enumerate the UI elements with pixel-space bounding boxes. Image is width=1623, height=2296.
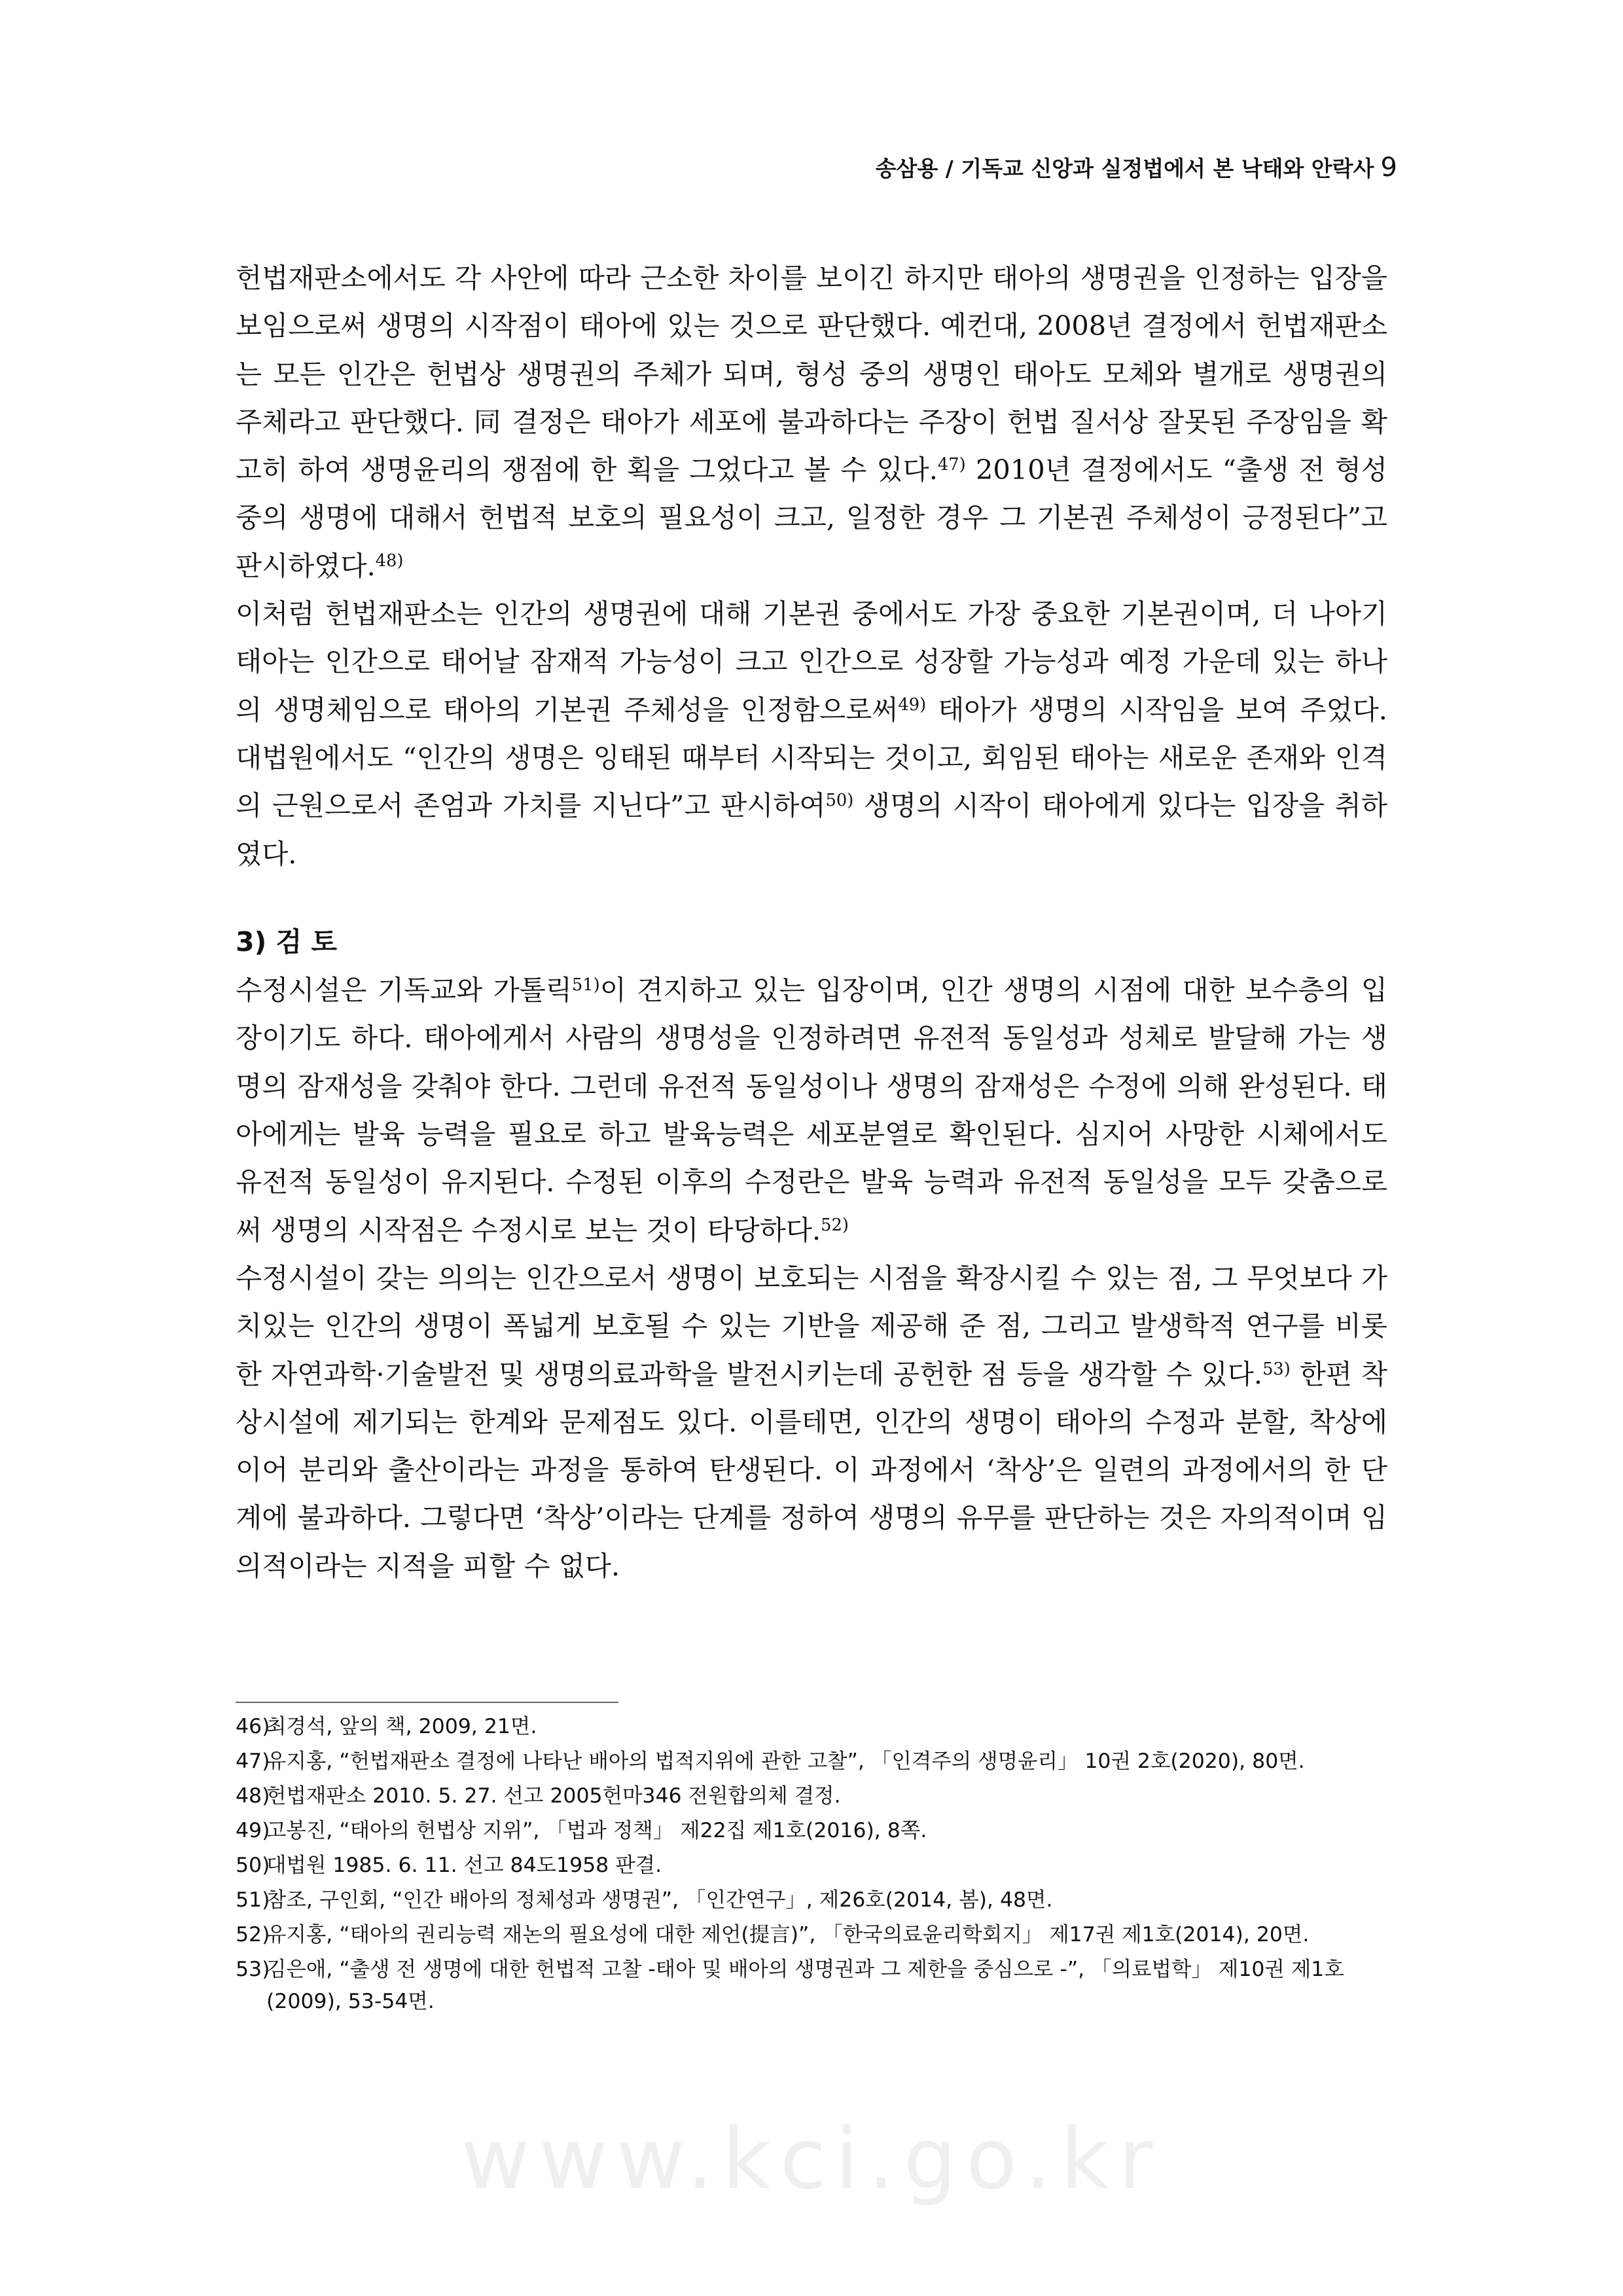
footnote-number: 49) xyxy=(236,1819,270,1842)
paragraph-text: 한편 착상시설에 제기되는 한계와 문제점도 있다. 이를테면, 인간의 생명이 태아의 수정과 분할, 착상에 이어 분리와 출산이라는 과정을 통하여 탄생된다. 이 과정에서 ‘착상’은 일련의 과정에서의 한 단계에 불과하다. 그렇다면 ‘착상’이라는 단계를 정하여 생명의 유무를 판단하는 것은 자의적이며 임의적이라는 지적을 피할 수 없다. xyxy=(236,1357,1388,1582)
footnote-48 xyxy=(236,1780,1387,1812)
body-text xyxy=(236,254,1387,1590)
paragraph-text: 생명의 시작이 태아에게 있다는 입장을 취하였다. xyxy=(236,789,1387,870)
footnote-49 xyxy=(236,1815,1387,1847)
paragraph-text: 2010년 결정에서도 “출생 전 형성 중의 생명에 대해서 헌법적 보호의 필요성이 크고, 일정한 경우 그 기본권 주체성이 긍정된다”고 판시하였다. xyxy=(236,454,1387,582)
footnote-text: 참조, 구인회, “인간 배아의 정체성과 생명권”, 「인간연구」, 제26호(2014, 봄), 48면. xyxy=(266,1888,1053,1912)
footnote-number: 53) xyxy=(236,1958,270,1981)
footnote-50 xyxy=(236,1850,1387,1882)
footnote-number: 50) xyxy=(236,1854,270,1877)
running-title: 송삼용 / 기독교 신앙과 실정법에서 본 낙태와 안락사 xyxy=(875,156,1374,181)
paragraph-text: 수정시설이 갖는 의의는 인간으로서 생명이 보호되는 시점을 확장시킬 수 있는 점, 그 무엇보다 가치있는 인간의 생명이 폭넓게 보호될 수 있는 기반을 제공해 준 점, 그리고 발생학적 연구를 비롯한 자연과학·기술발전 및 생명의료과학을 발전시키는데 공헌한 점 등을 생각할 수 있다. xyxy=(236,1261,1387,1390)
footnote-number: 51) xyxy=(236,1888,270,1912)
footnote-number: 52) xyxy=(236,1923,270,1946)
footnote-text: 김은애, “출생 전 생명에 대한 헌법적 고찰 -태아 및 배아의 생명권과 그 제한을 중심으로 -”, 「의료법학」 제10권 제1호(2009), 53-54면. xyxy=(266,1958,1344,2013)
footnote-number: 48) xyxy=(236,1784,270,1808)
paragraph-3 xyxy=(236,966,1387,1254)
footnote-text: 유지홍, “헌법재판소 결정에 나타난 배아의 법적지위에 관한 고찰”, 「인격주의 생명윤리」 10권 2호(2020), 80면. xyxy=(266,1749,1305,1773)
footnote-text: 최경석, 앞의 책, 2009, 21면. xyxy=(266,1715,537,1738)
footnote-text: 헌법재판소 2010. 5. 27. 선고 2005헌마346 전원합의체 결정. xyxy=(266,1784,841,1808)
paragraph-text: 태아가 생명의 시작임을 보여 주었다. 대법원에서도 “인간의 생명은 잉태된 때부터 시작되는 것이고, 회임된 태아는 새로운 존재와 인격의 근원으로서 존엄과 가치를 지닌다”고 판시하여 xyxy=(236,693,1387,822)
footnote-46 xyxy=(236,1711,1387,1743)
footnote-ref-50: 50) xyxy=(825,791,854,811)
paragraph-text: 수정시설은 기독교와 가톨릭 xyxy=(236,974,572,1007)
footnote-ref-53: 53) xyxy=(1262,1359,1291,1379)
footnote-52 xyxy=(236,1919,1387,1951)
footnote-text: 유지홍, “태아의 권리능력 재논의 필요성에 대한 제언(提言)”, 「한국의료윤리학회지」 제17권 제1호(2014), 20면. xyxy=(266,1923,1310,1946)
footnote-ref-51: 51) xyxy=(571,975,600,996)
page-number: 9 xyxy=(1380,152,1397,183)
footnote-number: 47) xyxy=(236,1749,270,1773)
paragraph-2 xyxy=(236,590,1387,878)
footnote-text: 대법원 1985. 6. 11. 선고 84도1958 판결. xyxy=(266,1854,662,1877)
footnote-ref-52: 52) xyxy=(821,1215,849,1235)
watermark: www.kci.go.kr xyxy=(461,2111,1162,2208)
footnote-ref-48: 48) xyxy=(375,550,404,571)
footnote-ref-49: 49) xyxy=(898,694,927,715)
section-heading: 3) 검 토 xyxy=(236,925,338,958)
paragraph-1 xyxy=(236,254,1387,590)
footnote-53 xyxy=(236,1954,1387,2018)
paragraph-text: 이 견지하고 있는 입장이며, 인간 생명의 시점에 대한 보수층의 입장이기도 하다. 태아에게서 사람의 생명성을 인정하려면 유전적 동일성과 성체로 발달해 가는 생명의 잠재성을 갖춰야 한다. 그런데 유전적 동일성이나 생명의 잠재성은 수정에 의해 완성된다. 태아에게는 발육 능력을 필요로 하고 발육능력은 세포분열로 확인된다. 심지어 사망한 시체에서도 유전적 동일성이 유지된다. 수정된 이후의 수정란은 발육 능력과 유전적 동일성을 모두 갖춤으로써 생명의 시작점은 수정시로 보는 것이 타당하다. xyxy=(236,974,1388,1246)
running-header xyxy=(876,152,1397,183)
footnote-separator xyxy=(236,1702,618,1703)
paragraph-text: 이처럼 헌법재판소는 인간의 생명권에 대해 기본권 중에서도 가장 중요한 기본권이며, 더 나아기 태아는 인간으로 태어날 잠재적 가능성이 크고 인간으로 성장할 가능성과 예정 가운데 있는 하나의 생명체임으로 태아의 기본권 주체성을 인정함으로써 xyxy=(236,598,1387,726)
footnote-ref-47: 47) xyxy=(937,455,966,475)
paragraph-text: 헌법재판소에서도 각 사안에 따라 근소한 차이를 보이긴 하지만 태아의 생명권을 인정하는 입장을 보임으로써 생명의 시작점이 태아에 있는 것으로 판단했다. 예컨대, 2008년 결정에서 헌법재판소는 모든 인간은 헌법상 생명권의 주체가 되며, 형성 중의 생명인 태아도 모체와 별개로 생명권의 주체라고 판단했다. 同 결정은 태아가 세포에 불과하다는 주장이 헌법 질서상 잘못된 주장임을 확고히 하여 생명윤리의 쟁점에 한 획을 그었다고 볼 수 있다. xyxy=(236,262,1387,486)
footnote-text: 고봉진, “태아의 헌법상 지위”, 「법과 정책」 제22집 제1호(2016), 8쪽. xyxy=(266,1819,927,1842)
footnotes xyxy=(236,1711,1387,2020)
footnote-number: 46) xyxy=(236,1715,270,1738)
footnote-47 xyxy=(236,1746,1387,1778)
footnote-51 xyxy=(236,1884,1387,1916)
paragraph-4 xyxy=(236,1254,1387,1590)
